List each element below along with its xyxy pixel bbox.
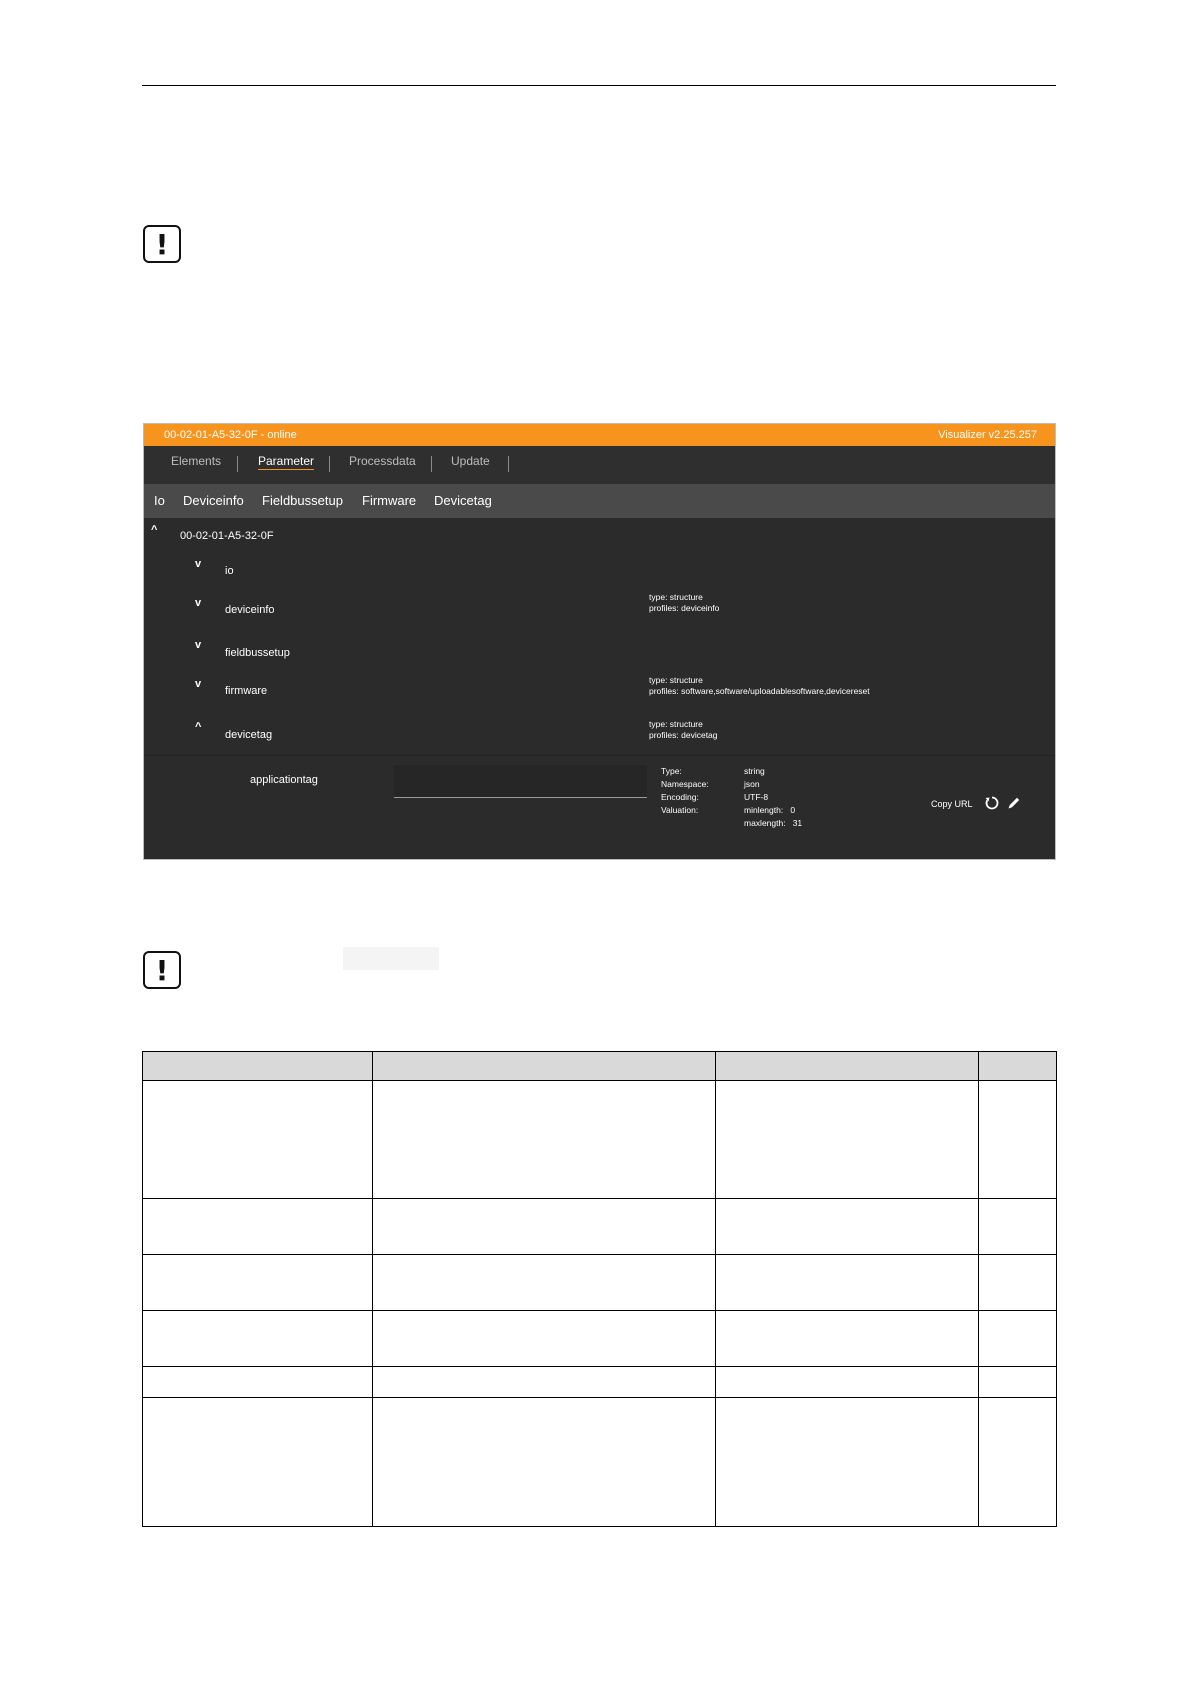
expand-icon[interactable]: v	[195, 678, 202, 690]
prop-encoding-key: Encoding:	[661, 792, 699, 802]
tree-row-deviceinfo[interactable]	[144, 589, 1055, 634]
prop-type-value: string	[744, 766, 765, 776]
main-nav	[144, 446, 1055, 484]
visualizer-screenshot	[143, 423, 1056, 860]
exclamation-note-icon: !	[143, 225, 181, 263]
category-fieldbussetup[interactable]: Fieldbussetup	[262, 493, 343, 508]
applicationtag-prop-keys	[661, 765, 709, 817]
applicationtag-input[interactable]	[394, 765, 647, 798]
table-row	[143, 1199, 1057, 1255]
table-row	[143, 1081, 1057, 1199]
prop-maxlength-key: maxlength:	[744, 818, 786, 828]
prop-maxlength-value: 31	[792, 818, 803, 828]
collapse-icon[interactable]: ^	[195, 721, 202, 733]
header-rule	[142, 85, 1056, 86]
meta-type: type: structure	[649, 675, 703, 685]
tree-row-devicetag[interactable]	[144, 717, 1055, 756]
param-label-applicationtag: applicationtag	[250, 774, 318, 786]
table-row	[143, 1398, 1057, 1527]
firmware-meta	[649, 675, 870, 697]
table-header-row	[143, 1052, 1057, 1081]
meta-type: type: structure	[649, 719, 703, 729]
table-header-cell	[372, 1052, 716, 1081]
tree-label-devicetag: devicetag	[225, 729, 273, 741]
expand-icon[interactable]: v	[195, 639, 202, 651]
tree-row-io[interactable]	[144, 553, 1055, 590]
tab-update[interactable]: Update	[451, 454, 490, 468]
deviceinfo-meta	[649, 592, 719, 614]
table-row	[143, 1255, 1057, 1311]
exclamation-note-icon: !	[143, 951, 181, 989]
table-row	[143, 1311, 1057, 1367]
reset-icon[interactable]	[984, 795, 1000, 811]
tree-root-label: 00-02-01-A5-32-0F	[180, 530, 274, 542]
table-header-cell	[143, 1052, 373, 1081]
devicetag-meta	[649, 719, 718, 741]
tree-label-fieldbussetup: fieldbussetup	[225, 647, 290, 659]
meta-type: type: structure	[649, 592, 703, 602]
category-devicetag[interactable]: Devicetag	[434, 493, 492, 508]
table-header-cell	[716, 1052, 979, 1081]
nav-divider	[431, 456, 432, 472]
copy-url-button[interactable]: Copy URL	[931, 799, 973, 809]
applicationtag-prop-values	[744, 765, 802, 830]
tree-row-firmware[interactable]	[144, 672, 1055, 718]
category-bar	[144, 484, 1055, 518]
nav-divider	[329, 456, 330, 472]
pencil-icon[interactable]	[1006, 795, 1022, 811]
app-version: Visualizer v2.25.257	[938, 429, 1037, 441]
expand-icon[interactable]: v	[195, 558, 202, 570]
table-header-cell	[979, 1052, 1057, 1081]
category-deviceinfo[interactable]: Deviceinfo	[183, 493, 244, 508]
prop-type-key: Type:	[661, 766, 682, 776]
tree-root-row[interactable]	[144, 518, 1055, 554]
nav-divider	[508, 456, 509, 472]
title-bar	[144, 424, 1055, 446]
parameter-table	[142, 1051, 1057, 1527]
category-firmware[interactable]: Firmware	[362, 493, 417, 508]
prop-encoding-value: UTF-8	[744, 792, 769, 802]
tree-row-fieldbussetup[interactable]	[144, 633, 1055, 673]
prop-namespace-key: Namespace:	[661, 779, 709, 789]
device-status: 00-02-01-A5-32-0F - online	[164, 429, 297, 441]
tab-parameter[interactable]: Parameter	[258, 454, 315, 468]
meta-profiles: profiles: software,software/uploadablesoftware,devicereset	[649, 686, 870, 696]
prop-valuation-key: Valuation:	[661, 805, 699, 815]
prop-namespace-value: json	[744, 779, 760, 789]
nav-divider	[237, 456, 238, 472]
table-row	[143, 1367, 1057, 1398]
tree-label-deviceinfo: deviceinfo	[225, 604, 275, 616]
meta-profiles: profiles: devicetag	[649, 730, 718, 740]
prop-minlength-value: 0	[790, 805, 796, 815]
meta-profiles: profiles: deviceinfo	[649, 603, 720, 613]
collapse-icon[interactable]: ^	[151, 524, 158, 536]
expand-icon[interactable]: v	[195, 597, 202, 609]
tree-label-firmware: firmware	[225, 685, 268, 697]
category-io[interactable]: Io	[154, 493, 165, 508]
tree-label-io: io	[225, 565, 234, 577]
tab-processdata[interactable]: Processdata	[349, 454, 416, 468]
inline-code-highlight	[343, 947, 439, 970]
prop-minlength-key: minlength:	[744, 805, 784, 815]
tab-elements[interactable]: Elements	[171, 454, 222, 468]
